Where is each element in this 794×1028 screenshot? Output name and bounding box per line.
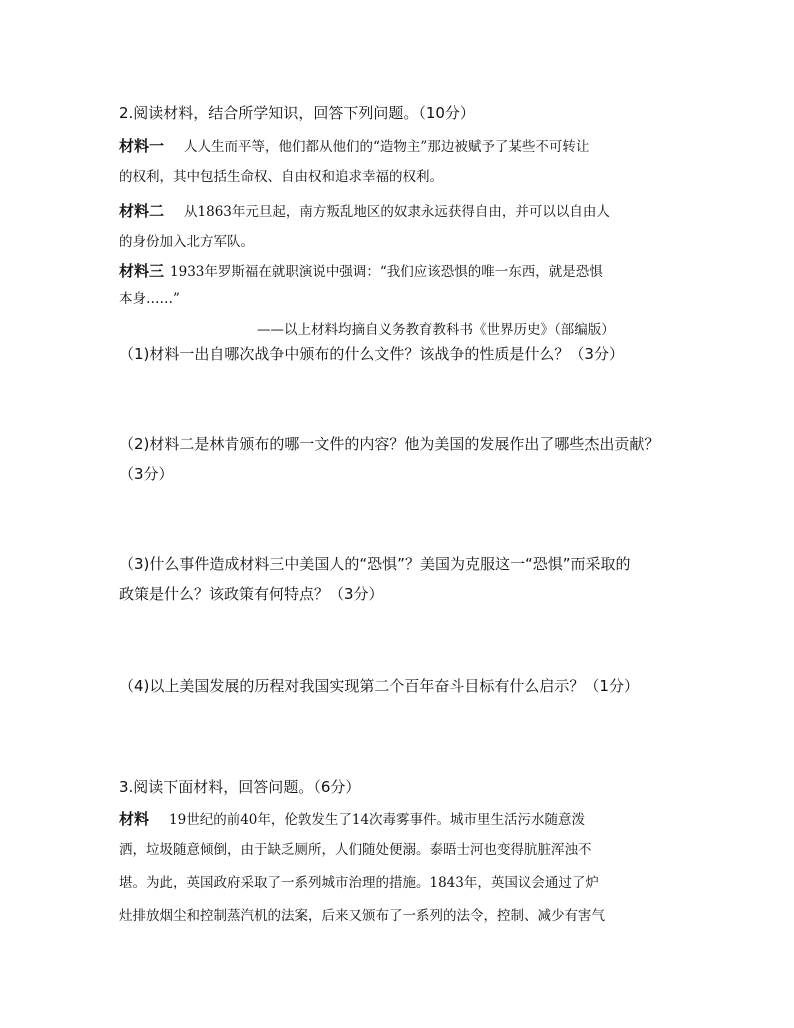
question-2-heading: 2.阅读材料，结合所学知识，回答下列问题。（10分）: [119, 104, 475, 122]
material-2-label: 材料二: [119, 202, 165, 220]
material-2-text-1: 从1863年元旦起，南方叛乱地区的奴隶永远获得自由，并可以以自由人: [184, 204, 610, 220]
q3-material-label: 材料: [119, 810, 150, 828]
sub-question-2-line-2: （3分）: [119, 465, 174, 483]
material-2-line-1: [119, 203, 610, 220]
question-3-heading: 3.阅读下面材料，回答问题。（6分）: [119, 778, 361, 796]
material-1-line-1: [119, 138, 589, 155]
q3-material-line-1: [119, 811, 585, 828]
sub-question-3-line-1: （3)什么事件造成材料三中美国人的“恐惧”？美国为克服这一“恐惧”而采取的: [119, 555, 631, 573]
sub-question-1: （1)材料一出自哪次战争中颁布的什么文件？该战争的性质是什么？（3分）: [119, 345, 624, 363]
material-source: ——以上材料均摘自义务教育教科书《世界历史》（部编版）: [257, 322, 615, 338]
material-1-line-2: 的权利，其中包括生命权、自由权和追求幸福的权利。: [119, 169, 443, 185]
q3-material-text-1: 19世纪的前40年，伦敦发生了14次毒雾事件。城市里生活污水随意泼: [169, 812, 586, 828]
material-2-line-2: 的身份加入北方军队。: [119, 234, 254, 250]
q3-material-line-2: 洒，垃圾随意倾倒，由于缺乏厕所，人们随处便溺。泰晤士河也变得肮脏浑浊不: [119, 842, 592, 858]
sub-question-2-line-1: （2)材料二是林肯颁布的哪一文件的内容？他为美国的发展作出了哪些杰出贡献？: [119, 435, 660, 453]
q3-material-line-3: 堪。为此，英国政府采取了一系列城市治理的措施。1843年，英国议会通过了炉: [119, 875, 599, 891]
sub-question-3-line-2: 政策是什么？该政策有何特点？（3分）: [119, 585, 384, 603]
material-3-label: 材料三: [119, 262, 165, 280]
sub-question-4: （4)以上美国发展的历程对我国实现第二个百年奋斗目标有什么启示？（1分）: [119, 677, 639, 695]
material-1-text-1: 人人生而平等，他们都从他们的“造物主”那边被赋予了某些不可转让: [184, 139, 590, 155]
q3-material-line-4: 灶排放烟尘和控制蒸汽机的法案，后来又颁布了一系列的法令，控制、减少有害气: [119, 908, 605, 924]
material-3-line-2: 本身……”: [119, 291, 180, 307]
material-1-label: 材料一: [119, 137, 165, 155]
material-3-text-1: 1933年罗斯福在就职演说中强调：“我们应该恐惧的唯一东西，就是恐惧: [170, 264, 603, 280]
material-3-line-1: [119, 263, 603, 280]
